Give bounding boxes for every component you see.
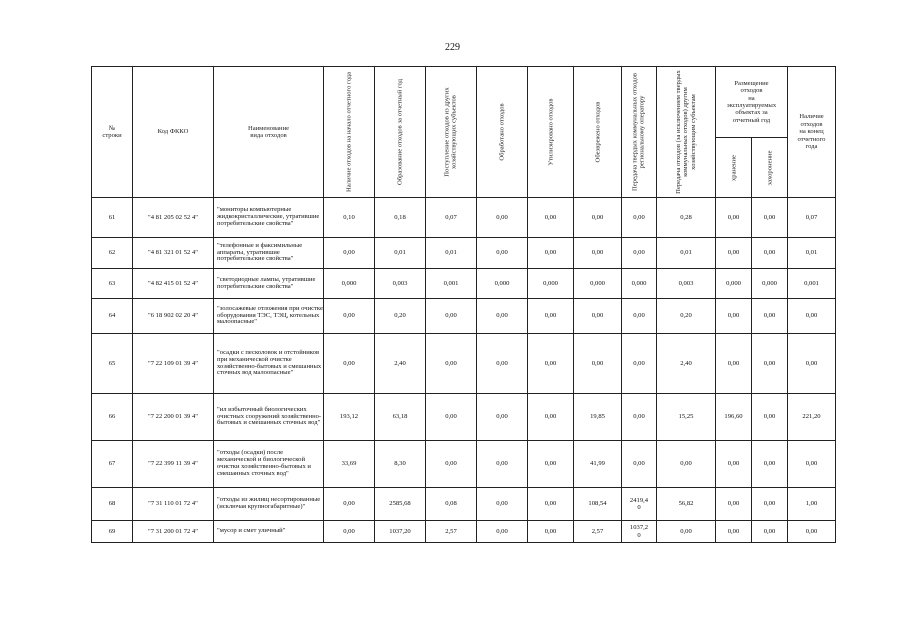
cell-burial: 0,00: [752, 198, 788, 238]
cell-to-regional: 0,00: [622, 198, 657, 238]
cell-burial: 0,00: [752, 521, 788, 543]
cell-name: "мониторы компьютерные жидкокристаллические, утратившие потребительские свойства": [214, 198, 324, 238]
cell-end: 0,00: [788, 334, 836, 394]
cell-storage: 0,00: [716, 299, 752, 334]
cell-code: "7 31 110 01 72 4": [133, 488, 214, 521]
cell-code: "6 18 902 02 20 4": [133, 299, 214, 334]
cell-name: "ил избыточный биологических очистных сооружений хозяйственно-бытовых и смешанных сточных вод": [214, 394, 324, 441]
cell-code: "4 81 321 01 52 4": [133, 238, 214, 269]
cell-end: 0,00: [788, 299, 836, 334]
header-to-regional: Передача твердых коммунальных отходов региональному оператору: [622, 67, 657, 198]
table-row: [92, 394, 836, 441]
cell-processed: 0,000: [477, 269, 528, 299]
cell-burial: 0,00: [752, 488, 788, 521]
cell-to-others: 0,003: [657, 269, 716, 299]
cell-start: 33,69: [324, 441, 375, 488]
table-row: [92, 521, 836, 543]
cell-end: 1,00: [788, 488, 836, 521]
cell-to-regional: 0,00: [622, 299, 657, 334]
cell-received: 0,00: [426, 394, 477, 441]
cell-processed: 0,00: [477, 238, 528, 269]
table-row: [92, 299, 836, 334]
cell-no: 66: [92, 394, 133, 441]
cell-name: "мусор и смет уличный": [214, 521, 324, 543]
cell-start: 0,00: [324, 238, 375, 269]
cell-start: 0,000: [324, 269, 375, 299]
cell-burial: 0,00: [752, 394, 788, 441]
cell-utilized: 0,00: [528, 394, 574, 441]
cell-to-regional: 0,00: [622, 394, 657, 441]
cell-start: 0,10: [324, 198, 375, 238]
cell-formed: 0,18: [375, 198, 426, 238]
cell-formed: 1037,20: [375, 521, 426, 543]
header-end: Наличие отходов на конец отчетного года: [788, 67, 836, 198]
cell-neutralized: 0,00: [574, 299, 622, 334]
cell-name: "отходы из жилищ несортированные (исключая крупногабаритные)": [214, 488, 324, 521]
header-start: Наличие отходов на начало отчетного года: [324, 67, 375, 198]
header-name: Наименование вида отходов: [214, 67, 324, 198]
cell-utilized: 0,00: [528, 521, 574, 543]
cell-utilized: 0,00: [528, 299, 574, 334]
cell-storage: 0,00: [716, 441, 752, 488]
cell-code: "4 81 205 02 52 4": [133, 198, 214, 238]
cell-to-others: 0,01: [657, 238, 716, 269]
cell-name: "светодиодные лампы, утратившие потребительские свойства": [214, 269, 324, 299]
cell-formed: 0,20: [375, 299, 426, 334]
cell-received: 0,00: [426, 299, 477, 334]
table-row: [92, 441, 836, 488]
cell-code: "7 22 399 11 39 4": [133, 441, 214, 488]
cell-utilized: 0,00: [528, 198, 574, 238]
cell-no: 64: [92, 299, 133, 334]
cell-received: 0,07: [426, 198, 477, 238]
table-body: [92, 198, 836, 543]
table-row: [92, 488, 836, 521]
cell-to-regional: 0,00: [622, 238, 657, 269]
cell-burial: 0,00: [752, 334, 788, 394]
cell-end: 0,00: [788, 441, 836, 488]
cell-processed: 0,00: [477, 441, 528, 488]
page-number: 229: [445, 42, 460, 53]
cell-end: 221,20: [788, 394, 836, 441]
cell-received: 0,00: [426, 334, 477, 394]
cell-processed: 0,00: [477, 334, 528, 394]
cell-neutralized: 108,54: [574, 488, 622, 521]
cell-start: 0,00: [324, 488, 375, 521]
cell-received: 0,00: [426, 441, 477, 488]
cell-code: "7 22 200 01 39 4": [133, 394, 214, 441]
cell-to-others: 0,00: [657, 441, 716, 488]
header-storage: хранение: [716, 138, 752, 198]
cell-to-others: 0,00: [657, 521, 716, 543]
cell-no: 65: [92, 334, 133, 394]
cell-storage: 196,60: [716, 394, 752, 441]
header-formed: Образование отходов за отчетный год: [375, 67, 426, 198]
cell-start: 193,12: [324, 394, 375, 441]
cell-formed: 2585,68: [375, 488, 426, 521]
cell-to-others: 0,20: [657, 299, 716, 334]
cell-no: 68: [92, 488, 133, 521]
cell-name: "осадки с песколовок и отстойников при механической очистке хозяйственно-бытовых и смешанных сточных вод малоопасные": [214, 334, 324, 394]
cell-code: "7 31 200 01 72 4": [133, 521, 214, 543]
cell-utilized: 0,000: [528, 269, 574, 299]
table-row: [92, 238, 836, 269]
cell-received: 0,01: [426, 238, 477, 269]
cell-neutralized: 0,00: [574, 238, 622, 269]
cell-processed: 0,00: [477, 521, 528, 543]
cell-to-others: 56,82: [657, 488, 716, 521]
header-burial: захоронение: [752, 138, 788, 198]
header-received: Поступление отходов из других хозяйствующих субъектов: [426, 67, 477, 198]
cell-formed: 63,18: [375, 394, 426, 441]
cell-to-regional: 1037,2 0: [622, 521, 657, 543]
cell-neutralized: 41,99: [574, 441, 622, 488]
cell-no: 62: [92, 238, 133, 269]
cell-start: 0,00: [324, 334, 375, 394]
cell-code: "4 82 415 01 52 4": [133, 269, 214, 299]
header-to-others: Передача отходов (за исключением твердых коммунальных отходов) другим хозяйствующим субъектам: [657, 67, 716, 198]
cell-end: 0,00: [788, 521, 836, 543]
cell-to-regional: 0,00: [622, 334, 657, 394]
table-row: [92, 198, 836, 238]
cell-storage: 0,00: [716, 521, 752, 543]
cell-burial: 0,00: [752, 441, 788, 488]
cell-received: 0,08: [426, 488, 477, 521]
header-fkko: Код ФККО: [133, 67, 214, 198]
cell-storage: 0,00: [716, 334, 752, 394]
cell-burial: 0,000: [752, 269, 788, 299]
cell-formed: 8,30: [375, 441, 426, 488]
cell-name: "отходы (осадки) после механической и биологической очистки хозяйственно-бытовых и смешанных сточных вод": [214, 441, 324, 488]
cell-neutralized: 0,00: [574, 198, 622, 238]
cell-received: 2,57: [426, 521, 477, 543]
cell-to-others: 0,28: [657, 198, 716, 238]
waste-table: [91, 66, 836, 543]
cell-formed: 0,003: [375, 269, 426, 299]
cell-to-others: 15,25: [657, 394, 716, 441]
cell-storage: 0,00: [716, 198, 752, 238]
cell-processed: 0,00: [477, 394, 528, 441]
cell-neutralized: 19,85: [574, 394, 622, 441]
cell-processed: 0,00: [477, 299, 528, 334]
cell-utilized: 0,00: [528, 334, 574, 394]
cell-storage: 0,00: [716, 238, 752, 269]
cell-formed: 2,40: [375, 334, 426, 394]
cell-formed: 0,01: [375, 238, 426, 269]
cell-processed: 0,00: [477, 198, 528, 238]
header-utilized: Утилизировано отходов: [528, 67, 574, 198]
cell-neutralized: 0,000: [574, 269, 622, 299]
cell-storage: 0,000: [716, 269, 752, 299]
cell-utilized: 0,00: [528, 238, 574, 269]
cell-processed: 0,00: [477, 488, 528, 521]
table-row: [92, 269, 836, 299]
header-neutralized: Обезврежено отходов: [574, 67, 622, 198]
header-row-no: № строки: [92, 67, 133, 198]
cell-utilized: 0,00: [528, 488, 574, 521]
cell-received: 0,001: [426, 269, 477, 299]
cell-neutralized: 0,00: [574, 334, 622, 394]
header-placement: Размещение отходов на эксплуатируемых объектах за отчетный год: [716, 67, 788, 138]
cell-name: "телефонные и факсимильные аппараты, утратившие потребительские свойства": [214, 238, 324, 269]
cell-no: 63: [92, 269, 133, 299]
cell-name: "золосажевые отложения при очистке оборудования ТЭС, ТЭЦ, котельных малоопасные": [214, 299, 324, 334]
cell-to-regional: 2419,4 0: [622, 488, 657, 521]
cell-end: 0,001: [788, 269, 836, 299]
cell-to-regional: 0,000: [622, 269, 657, 299]
cell-end: 0,01: [788, 238, 836, 269]
cell-start: 0,00: [324, 521, 375, 543]
cell-no: 67: [92, 441, 133, 488]
cell-code: "7 22 109 01 39 4": [133, 334, 214, 394]
table-row: [92, 334, 836, 394]
cell-to-regional: 0,00: [622, 441, 657, 488]
cell-no: 61: [92, 198, 133, 238]
cell-utilized: 0,00: [528, 441, 574, 488]
cell-to-others: 2,40: [657, 334, 716, 394]
cell-burial: 0,00: [752, 238, 788, 269]
cell-storage: 0,00: [716, 488, 752, 521]
cell-end: 0,07: [788, 198, 836, 238]
cell-start: 0,00: [324, 299, 375, 334]
cell-neutralized: 2,57: [574, 521, 622, 543]
cell-no: 69: [92, 521, 133, 543]
header-processed: Обработано отходов: [477, 67, 528, 198]
cell-burial: 0,00: [752, 299, 788, 334]
